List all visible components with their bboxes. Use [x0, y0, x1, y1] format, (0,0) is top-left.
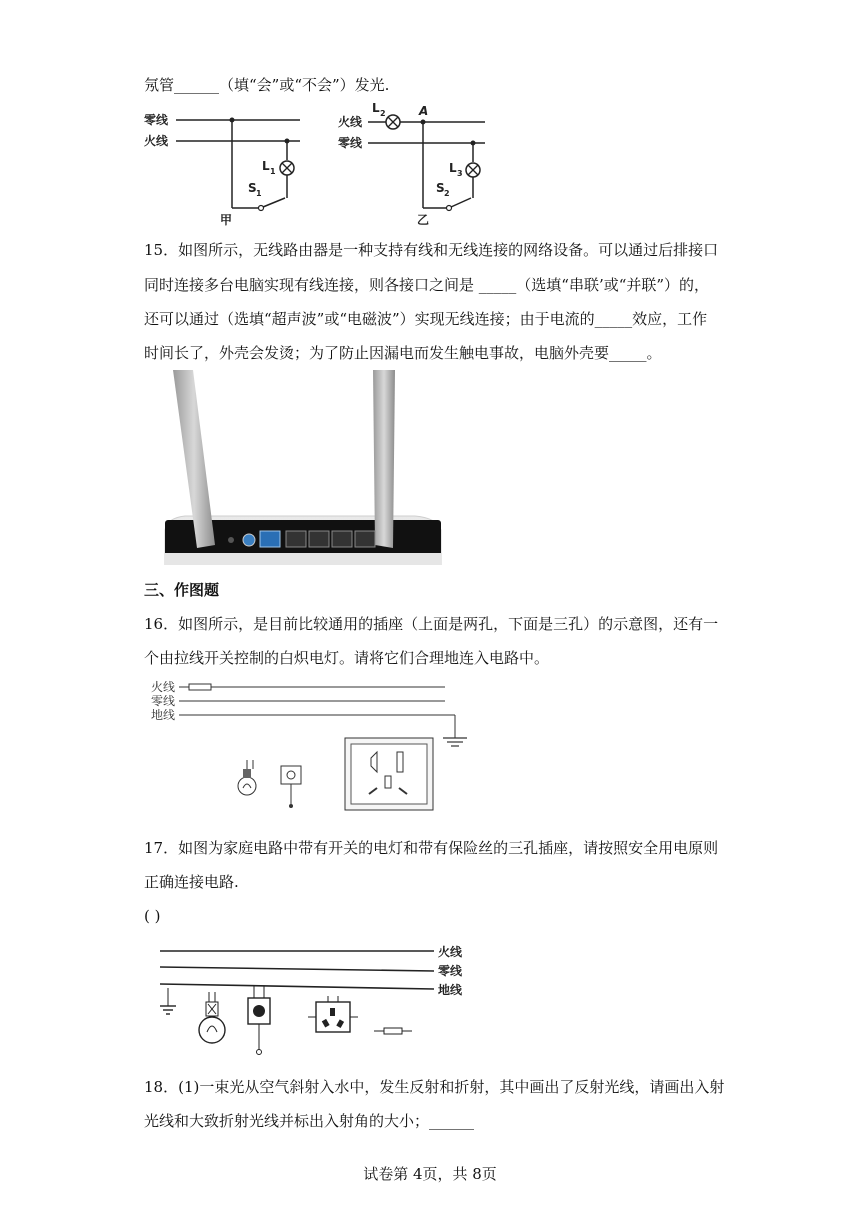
- router-photo: [145, 370, 455, 565]
- q15-line-2: 同时连接多台电脑实现有线连接，则各接口之间是 _____（选填“串联’或“并联”）的，: [144, 276, 710, 294]
- lamp-l2-label: L: [372, 101, 380, 115]
- svg-text:1: 1: [256, 189, 262, 198]
- q18-line-2: 光线和大致折射光线并标出入射角的大小；______: [144, 1112, 475, 1130]
- jia-wire1-label: 零线: [144, 113, 169, 127]
- q18-line-1: 18．(1)一束光从空气斜射入水中，发生反射和折射，其中画出了反射光线，请画出入射: [144, 1078, 725, 1096]
- switch-s2-label: S: [436, 181, 445, 195]
- reset-hole: [228, 537, 234, 543]
- circuit-jia: [144, 112, 300, 227]
- lan-port-1: [286, 531, 306, 547]
- section-title-drawing: 三、作图题: [144, 581, 220, 599]
- q17-circuit-figure: [148, 940, 478, 1060]
- yi-wire2-label: 零线: [338, 136, 363, 150]
- switch-s2-icon: [447, 206, 452, 211]
- fuse-icon: [374, 1028, 412, 1034]
- fig16-neutral-label: 零线: [151, 694, 176, 708]
- fig17-neutral-label: 零线: [438, 964, 463, 978]
- fig16-live-label: 火线: [151, 680, 176, 694]
- q17-line-1: 17．如图为家庭电路中带有开关的电灯和带有保险丝的三孔插座，请按照安全用电原则: [144, 839, 719, 857]
- q17-line-2: 正确连接电路.: [144, 873, 239, 891]
- fig17-ground-label: 地线: [438, 983, 463, 997]
- fig16-ground-label: 地线: [151, 708, 176, 722]
- lamp-l3-label: L: [449, 161, 457, 175]
- three-hole-socket-icon: [308, 996, 358, 1032]
- svg-text:2: 2: [380, 109, 386, 118]
- page-footer: 试卷第 4页，共 8页: [363, 1165, 497, 1183]
- jia-caption: 甲: [220, 213, 233, 227]
- fig17-live-label: 火线: [438, 945, 463, 959]
- lan-port-4: [355, 531, 375, 547]
- bulb-icon: [199, 992, 225, 1043]
- antenna-right: [373, 370, 395, 548]
- q16-line-1: 16．如图所示，是目前比较通用的插座（上面是两孔，下面是三孔）的示意图，还有一: [144, 615, 719, 633]
- wan-port: [260, 531, 280, 547]
- q16-circuit-figure: [145, 676, 475, 821]
- socket-panel-icon: [345, 738, 433, 810]
- svg-text:1: 1: [270, 167, 276, 176]
- pull-switch-icon: [281, 766, 301, 808]
- svg-text:2: 2: [444, 189, 450, 198]
- power-port: [243, 534, 255, 546]
- lamp-l1-label: L: [262, 159, 270, 173]
- q15-line-1: 15．如图所示，无线路由器是一种支持有线和无线连接的网络设备。可以通过后排接口: [144, 241, 719, 259]
- switch-s1-icon: [259, 206, 264, 211]
- jia-wire2-label: 火线: [144, 134, 169, 148]
- q16-line-2: 个由拉线开关控制的白炽电灯。请将它们合理地连入电路中。: [144, 649, 550, 667]
- switch-s1-label: S: [248, 181, 257, 195]
- yi-wire1-label: 火线: [338, 115, 363, 129]
- lan-port-2: [309, 531, 329, 547]
- q15-line-3: 还可以通过（选填“超声波”或“电磁波”）实现无线连接；由于电流的_____效应，工作: [144, 310, 708, 328]
- q15-line-4: 时间长了，外壳会发烫；为了防止因漏电而发生触电事故，电脑外壳要_____。: [144, 344, 662, 362]
- q14-circuit-figure: [140, 100, 500, 230]
- circuit-yi: [338, 101, 485, 227]
- q17-answer-blank: ( ): [144, 907, 161, 925]
- yi-caption: 乙: [417, 213, 430, 227]
- lan-port-3: [332, 531, 352, 547]
- switch-icon: [248, 986, 270, 1055]
- q14-tail-text: 氖管______（填“会”或“不会”）发光.: [144, 76, 390, 94]
- svg-text:3: 3: [457, 169, 463, 178]
- fuse-icon: [189, 684, 211, 690]
- node-a-label: A: [419, 104, 429, 118]
- ground-icon: [160, 988, 176, 1014]
- bulb-icon: [238, 760, 256, 795]
